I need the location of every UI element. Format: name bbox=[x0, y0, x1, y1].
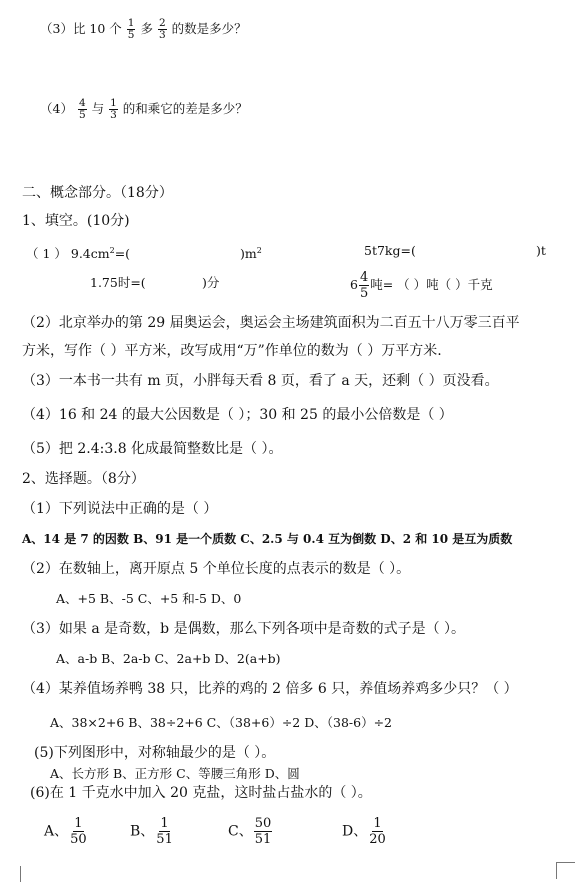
fill-line-1-right-unit: )t bbox=[536, 243, 546, 258]
choice-6-option-b: B、 $\frac{1}{51}$ bbox=[130, 816, 173, 847]
fill-item-2a: （2）北京举办的第 29 届奥运会，奥运会主场建筑面积为二百五十八万零三百平 bbox=[22, 315, 520, 331]
choice-5-options: A、长方形 B、正方形 C、等腰三角形 D、圆 bbox=[50, 766, 300, 781]
fraction: $\frac{4}{5}$ bbox=[78, 97, 86, 121]
choice-2-options: A、+5 B、-5 C、+5 和-5 D、0 bbox=[56, 591, 242, 606]
question-3: （3）比 10 个 $\frac{1}{5}$ 多 $\frac{2}{3}$ 的数是多少？ bbox=[40, 17, 247, 41]
question-4: （4） $\frac{4}{5}$ 与 $\frac{1}{3}$ 的和乘它的差是多少？ bbox=[40, 97, 248, 121]
fill-line-1-unit: )$m^2$ bbox=[240, 246, 262, 262]
fraction: $\frac{1}{3}$ bbox=[110, 97, 117, 121]
fill-item-4: （4）16 和 24 的最大公因数是（ ）；30 和 25 的最小公倍数是（ ） bbox=[22, 407, 453, 423]
fill-line-2-unit: )分 bbox=[202, 275, 220, 290]
fill-item-5: （5）把 2.4:3.8 化成最简整数比是（ ）。 bbox=[22, 441, 283, 457]
page-corner-mark-left bbox=[2, 866, 21, 882]
fill-item-3: （3）一本书一共有 m 页，小胖每天看 8 页，看了 a 天，还剩（ ）页没看。 bbox=[22, 373, 499, 389]
fraction: $\frac{1}{20}$ bbox=[369, 816, 386, 847]
fill-line-1: （ 1 ） $9.4cm^2=$( bbox=[26, 246, 131, 262]
choice-5: (5)下列图形中，对称轴最少的是（ ）。 bbox=[34, 745, 276, 761]
fill-item-2b: 方米，写作（ ）平方米，改写成用“万”作单位的数为（ ）万平方米. bbox=[22, 343, 442, 359]
choice-title: 2、选择题。（8分） bbox=[22, 471, 145, 487]
choice-3: （3）如果 a 是奇数，b 是偶数，那么下列各项中是奇数的式子是（ ）。 bbox=[22, 621, 466, 637]
fraction: $\frac{1}{50}$ bbox=[70, 816, 87, 847]
fill-line-2: 1.75时=( bbox=[90, 275, 146, 290]
fraction: $\frac{4}{5}$ bbox=[359, 270, 369, 301]
choice-1: （1）下列说法中正确的是（ ） bbox=[22, 501, 218, 517]
section-heading: 二、概念部分。（18分） bbox=[22, 185, 173, 201]
fraction: $\frac{1}{5}$ bbox=[127, 17, 135, 41]
fill-line-2-right: 6 $\frac{4}{5}$ 吨= （ ）吨（ ）千克 bbox=[350, 270, 493, 301]
choice-1-options: A、14 是 7 的因数 B、91 是一个质数 C、2.5 与 0.4 互为倒数 D、2 和 10 是互为质数 bbox=[22, 532, 513, 546]
choice-2: （2）在数轴上，离开原点 5 个单位长度的点表示的数是（ ）。 bbox=[22, 561, 411, 577]
choice-3-options: A、a-b B、2a-b C、2a+b D、2(a+b) bbox=[56, 651, 281, 666]
choice-6-option-c: C、 $\frac{50}{51}$ bbox=[228, 816, 272, 847]
choice-6: (6)在 1 千克水中加入 20 克盐，这时盐占盐水的（ ）。 bbox=[30, 785, 372, 801]
choice-4-options: A、38×2+6 B、38÷2+6 C、（38+6）÷2 D、（38-6）÷2 bbox=[50, 715, 393, 730]
fraction: $\frac{2}{3}$ bbox=[158, 17, 166, 41]
fraction: $\frac{1}{51}$ bbox=[156, 816, 173, 847]
choice-4: （4）某养值场养鸭 38 只，比养的鸡的 2 倍多 6 只，养值场养鸡多少只？（ ） bbox=[22, 681, 518, 697]
fraction: $\frac{50}{51}$ bbox=[254, 816, 272, 847]
choice-6-option-a: A、 $\frac{1}{50}$ bbox=[44, 816, 87, 847]
choice-6-option-d: D、 $\frac{1}{20}$ bbox=[342, 816, 386, 847]
fill-line-1-right: 5t7kg=( bbox=[364, 243, 416, 258]
fill-title: 1、填空。(10分) bbox=[22, 213, 130, 229]
page-corner-mark-right bbox=[556, 862, 575, 879]
